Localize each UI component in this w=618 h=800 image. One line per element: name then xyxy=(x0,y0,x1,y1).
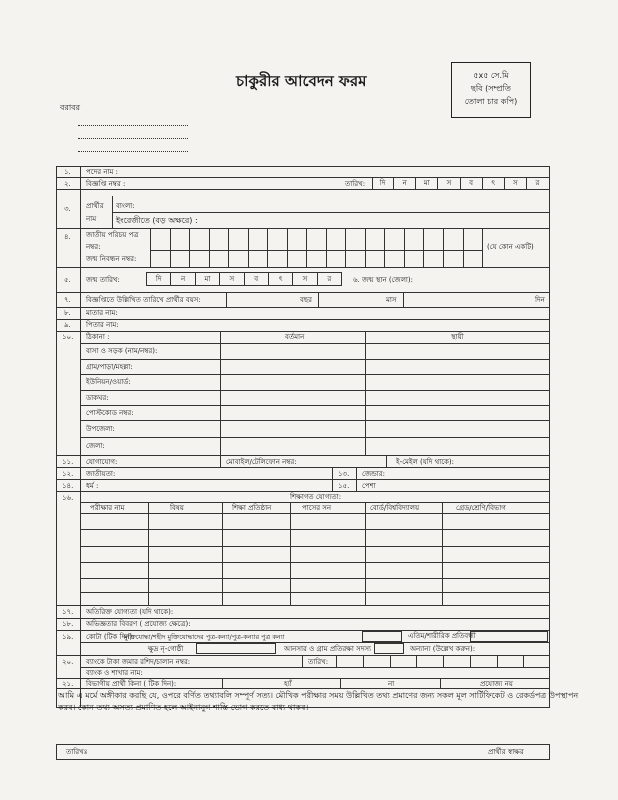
address-item: জেলা: xyxy=(86,442,105,450)
edu-col-header: বোর্ড/বিশ্ববিদ্যালয় xyxy=(370,504,420,512)
date-cell: ন xyxy=(394,177,416,189)
address-item: গ্রাম/পাড়া/মহল্লা: xyxy=(86,363,133,371)
row-number: ১৮. xyxy=(62,620,74,628)
address-item: পোস্টকোড নম্বর: xyxy=(86,409,134,417)
dob-cells[interactable] xyxy=(146,272,342,286)
quota-checkbox[interactable] xyxy=(362,631,402,642)
row-number: ৩. xyxy=(64,205,71,213)
departmental-yes[interactable]: হ্যাঁ xyxy=(284,680,292,688)
photo-box-line: ৫x৫ সে.মি xyxy=(473,71,509,80)
nid-label: জাতীয় পরিচয় পত্র xyxy=(86,231,139,239)
addressee-label: বরাবর xyxy=(60,103,81,112)
row-number: ১৯. xyxy=(62,633,74,641)
row-number: ১১. xyxy=(62,458,74,466)
id-number-cells[interactable] xyxy=(150,228,482,267)
departmental-not-applicable[interactable]: প্রযোজ্য নয় xyxy=(480,680,513,688)
date-cell: দি xyxy=(372,177,394,189)
footer-date-label: তারিখঃ xyxy=(66,748,88,756)
footer-frame xyxy=(56,744,550,760)
date-cell: স xyxy=(293,273,317,285)
name-english-label: ইংরেজীতে (বড় অক্ষরে) : xyxy=(116,216,198,225)
bank-branch-label: ব্যাংক ও শাখার নাম: xyxy=(86,669,143,677)
date-cell: ব xyxy=(245,273,269,285)
row-number: ১৩. xyxy=(338,470,350,478)
addressee-line[interactable] xyxy=(78,125,188,126)
photo-box-line: ছবি (সম্প্রতি xyxy=(471,84,511,93)
bank-date-cells[interactable] xyxy=(336,655,550,667)
date-cell: স xyxy=(505,177,527,189)
photo-box xyxy=(451,62,531,118)
nationality-label: জাতীয়তা: xyxy=(86,470,116,478)
post-name-label: পদের নাম : xyxy=(86,168,118,176)
row-number: ২১. xyxy=(62,680,74,688)
date-cell: স xyxy=(438,177,460,189)
row-number: ৪. xyxy=(64,233,71,241)
advert-date-label: তারিখ: xyxy=(345,180,366,188)
address-item: ইউনিয়ন/ওয়ার্ড: xyxy=(86,378,131,386)
applicant-label: প্রার্থীর xyxy=(86,202,104,210)
edu-col-header: পরীক্ষার নাম xyxy=(90,504,125,512)
departmental-label: বিভাগীয় প্রার্থী কিনা ( টিক দিন): xyxy=(86,680,177,688)
religion-label: ধর্ম : xyxy=(86,482,99,490)
quota-checkbox[interactable] xyxy=(196,643,276,654)
email-label: ই-মেইল (যদি থাকে): xyxy=(396,458,455,466)
form-title: চাকুরীর আবেদন ফরম xyxy=(236,72,367,90)
age-month-label: মাস xyxy=(386,296,397,304)
mobile-label: মোবাইল/টেলিফোন নম্বর: xyxy=(226,458,297,466)
row-number: ১৬. xyxy=(62,494,74,502)
date-cell: ব xyxy=(461,177,483,189)
row-number: ১৭. xyxy=(62,608,74,616)
bank-receipt-label: ব্যাংকে টাকা জমার রশিদ/চালান নম্বর: xyxy=(86,658,191,666)
row-number: ২০. xyxy=(62,658,74,666)
quota-checkbox[interactable] xyxy=(470,631,548,642)
address-item: উপজেলা: xyxy=(86,425,115,433)
row-number: ৮. xyxy=(64,309,71,317)
contact-label: যোগাযোগ: xyxy=(86,458,118,466)
declaration-text: আমি এ মর্মে অঙ্গীকার করছি যে, ওপরে বর্ণিত তথ্যাবলি সম্পূর্ণ সত্য। মৌখিক পরীক্ষার সময় উল্লিখিত তথ্য প্রমাণের জন্য সকল মূল সার্টিফিকেট ও রেকর্ডপত্র উপস্থাপন করব। কোন তথ্য অসত্য প্রমাণিত হলে আইনানুগ শাস্তি ভোগ করতে বাধ্য থাকব। xyxy=(58,691,579,712)
quota-checkbox[interactable] xyxy=(374,643,404,654)
dob-label: জন্ম তারিখ: xyxy=(86,276,120,284)
date-cell: দি xyxy=(147,273,171,285)
birthplace-label: ৬. জন্ম স্থান (জেলা): xyxy=(353,276,414,284)
advert-number-label: বিজ্ঞপ্তি নম্বর : xyxy=(86,180,126,188)
age-year-label: বছর xyxy=(300,296,312,304)
departmental-no[interactable]: না xyxy=(388,680,395,688)
edu-col-header: পাসের সন xyxy=(302,504,332,512)
quota-label: কোটা (টিক দিন): xyxy=(86,633,135,641)
father-name-label: পিতার নাম: xyxy=(86,321,119,329)
name-bangla-label: বাংলা: xyxy=(116,202,135,210)
date-cell: মা xyxy=(196,273,220,285)
row-number: ১৫. xyxy=(338,482,350,490)
age-day-label: দিন xyxy=(535,296,545,304)
experience-label: অভিজ্ঞতার বিবরণ ( প্রযোজ্য ক্ষেত্রে): xyxy=(86,620,191,628)
address-label: ঠিকানা : xyxy=(86,333,110,341)
quota-option: এতিম/শারীরিক প্রতিবন্ধী xyxy=(408,632,476,640)
occupation-label: পেশা xyxy=(362,482,376,490)
gender-label: জেন্ডার: xyxy=(362,470,385,478)
present-address-header: বর্তমান xyxy=(285,333,305,341)
quota-option: অন্যান্য (উল্লেখ করুন): xyxy=(410,645,476,653)
applicant-label-2: নাম xyxy=(86,215,97,223)
age-label: বিজ্ঞপ্তিতে উল্লিখিত তারিখে প্রার্থীর বয়স: xyxy=(86,296,201,304)
nid-label-2: নম্বর: xyxy=(86,243,101,251)
addressee-line[interactable] xyxy=(78,151,188,152)
row-number: ১. xyxy=(64,168,71,176)
row-number: ১০. xyxy=(62,333,74,341)
edu-col-header: বিষয় xyxy=(170,504,184,512)
date-cell: স xyxy=(220,273,244,285)
date-cell: র xyxy=(327,275,332,283)
date-cell: ৎ xyxy=(269,273,293,285)
advert-date-cells[interactable] xyxy=(372,177,548,189)
extra-qualification-label: অতিরিক্ত যোগ্যতা (যদি থাকে): xyxy=(86,608,174,616)
date-cell: মা xyxy=(416,177,438,189)
row-number: ৯. xyxy=(64,321,71,329)
address-item: ডাকঘর: xyxy=(86,394,109,402)
mother-name-label: মাতার নাম: xyxy=(86,309,118,317)
row-number: ২. xyxy=(64,180,71,188)
date-cell: ৎ xyxy=(483,177,505,189)
date-cell: র xyxy=(535,179,540,187)
either-one-note: (যে কোন একটি) xyxy=(487,243,534,251)
photo-box-line: তোলা চার কপি) xyxy=(464,97,518,106)
row-number: ১৪. xyxy=(62,482,74,490)
birth-reg-label: জন্ম নিবন্ধন নম্বর: xyxy=(86,255,137,263)
permanent-address-header: স্থায়ী xyxy=(451,333,464,341)
edu-col-header: শিক্ষা প্রতিষ্ঠান xyxy=(232,504,272,512)
signature-label: প্রার্থীর স্বাক্ষর xyxy=(488,748,524,756)
row-number: ৭. xyxy=(64,296,71,304)
row-number: ৫. xyxy=(64,276,71,284)
education-header: শিক্ষাগত যোগ্যতা: xyxy=(290,493,342,501)
addressee-line[interactable] xyxy=(78,138,188,139)
bank-date-label: তারিখ: xyxy=(308,658,329,666)
edu-col-header: গ্রেড/শ্রেণি/বিভাগ xyxy=(456,504,506,512)
quota-option: মুক্তিযোদ্ধা/শহীদ মুক্তিযোদ্ধাদের পুত্র-কন্যা/পুত্র-কন্যার পুত্র কন্যা xyxy=(124,633,285,641)
address-item: বাসা ও সড়ক (নাম/নম্বর): xyxy=(86,347,158,355)
date-cell: ন xyxy=(171,273,195,285)
row-number: ১২. xyxy=(62,470,74,478)
quota-option: ক্ষুদ্র নৃ-গোষ্ঠী xyxy=(148,645,184,653)
quota-option: আনসার ও গ্রাম প্রতিরক্ষা সদস্য xyxy=(284,645,372,653)
name-english-field[interactable] xyxy=(200,212,550,228)
